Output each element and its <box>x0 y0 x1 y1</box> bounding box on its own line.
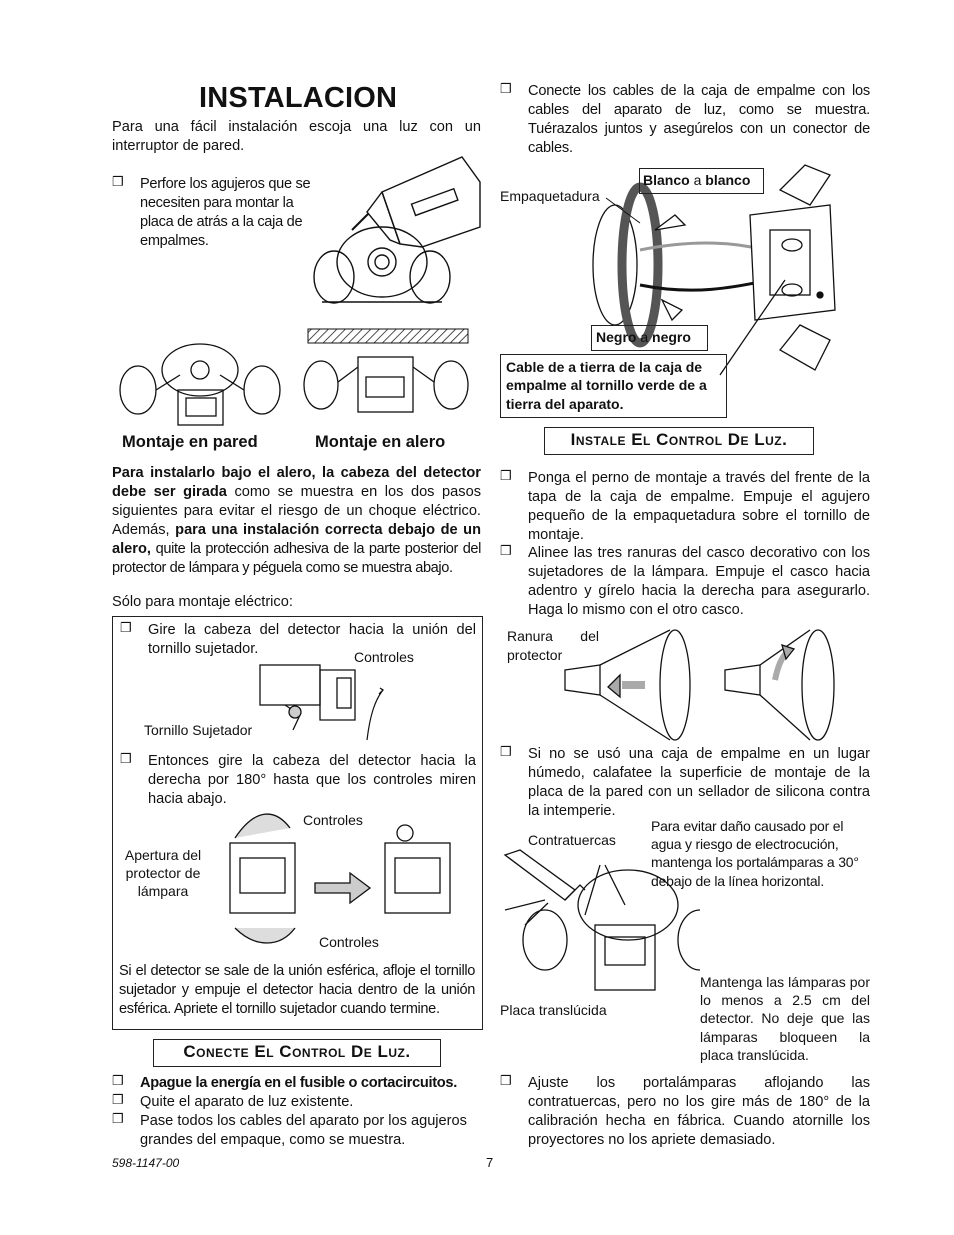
electric-only-label: Sólo para montaje eléctrico: <box>112 594 293 610</box>
gasket-leader <box>604 196 644 226</box>
checkbox-bullet-icon <box>112 1093 126 1107</box>
lamp-distance-note: Mantenga las lámparas por lo menos a 2.5 cm del detector. No deje que las lámparas bloqueen la placa translúcida. <box>700 974 870 1063</box>
ground-wire-label: Cable de a tierra de la caja de empalme al tornillo verde de a tierra del aparato. <box>506 359 707 412</box>
install-heading: Instale El Control De Luz. <box>570 430 788 449</box>
checkbox-bullet-icon <box>500 82 514 96</box>
detector-rotate-180-illustration <box>215 808 465 950</box>
shield-slot-label: Ranura del protector <box>507 628 599 663</box>
checkbox-bullet-icon <box>500 544 514 558</box>
checkbox-bullet-icon <box>120 621 134 635</box>
translucent-plate-label: Placa translúcida <box>500 1002 607 1018</box>
controls-label-1: Controles <box>354 649 414 665</box>
detector-head-illustration <box>255 660 385 750</box>
eave-paragraph: Para instalarlo bajo el alero, la cabeza del detector debe ser girada como se muestra en los dos pasos siguientes para evitar el riesgo de un choque eléctrico. Además, para una instalación correcta debajo de un alero, quite la protección adhesiva de la parte posterior del protector de lámpara y péguela como se muestra abajo. <box>112 465 481 576</box>
water-warning-label: Para evitar daño causado por el agua y riesgo de electrocución, mantenga los portalámparas a 30° debajo de la línea horizontal. <box>651 818 859 889</box>
detector-note: Si el detector se sale de la unión esférica, afloje el tornillo sujetador y empuje el detector hacia dentro de la unión esférica. Apriete el tornillo sujetador cuando termine. <box>119 963 475 1017</box>
page-title: INSTALACION <box>199 82 398 114</box>
controls-label-2: Controles <box>303 812 363 828</box>
wall-mount-label: Montaje en pared <box>122 433 258 451</box>
checkbox-bullet-icon <box>112 175 126 189</box>
white-to-white-label: Blanco a blanco <box>643 172 751 188</box>
gasket-label: Empaquetadura <box>500 188 600 204</box>
eave-mount-illustration <box>296 327 480 422</box>
intro-text: Para una fácil instalación escoja una luz con un interruptor de pared. <box>112 119 481 154</box>
connect-heading: Conecte El Control De Luz. <box>183 1042 411 1061</box>
checkbox-bullet-icon <box>120 752 134 766</box>
black-to-black-label: Negro a negro <box>596 329 691 345</box>
controls-label-3: Controles <box>319 934 379 950</box>
checkbox-bullet-icon <box>500 745 514 759</box>
page-number: 7 <box>486 1155 494 1170</box>
checkbox-bullet-icon <box>500 469 514 483</box>
document-code: 598-1147-00 <box>112 1156 180 1170</box>
checkbox-bullet-icon <box>500 1074 514 1088</box>
fastening-screw-label: Tornillo Sujetador <box>144 722 253 738</box>
drill-illustration <box>312 152 482 312</box>
eave-mount-label: Montaje en alero <box>315 433 446 451</box>
checkbox-bullet-icon <box>112 1074 126 1088</box>
wall-mount-illustration <box>110 340 290 430</box>
lamp-shield-illustration <box>560 625 860 745</box>
checkbox-bullet-icon <box>112 1112 126 1126</box>
lamp-shield-opening-label: Apertura del protector de lámpara <box>124 847 202 900</box>
locknuts-label: Contratuercas <box>528 832 616 848</box>
caulk-illustration <box>500 845 700 1000</box>
